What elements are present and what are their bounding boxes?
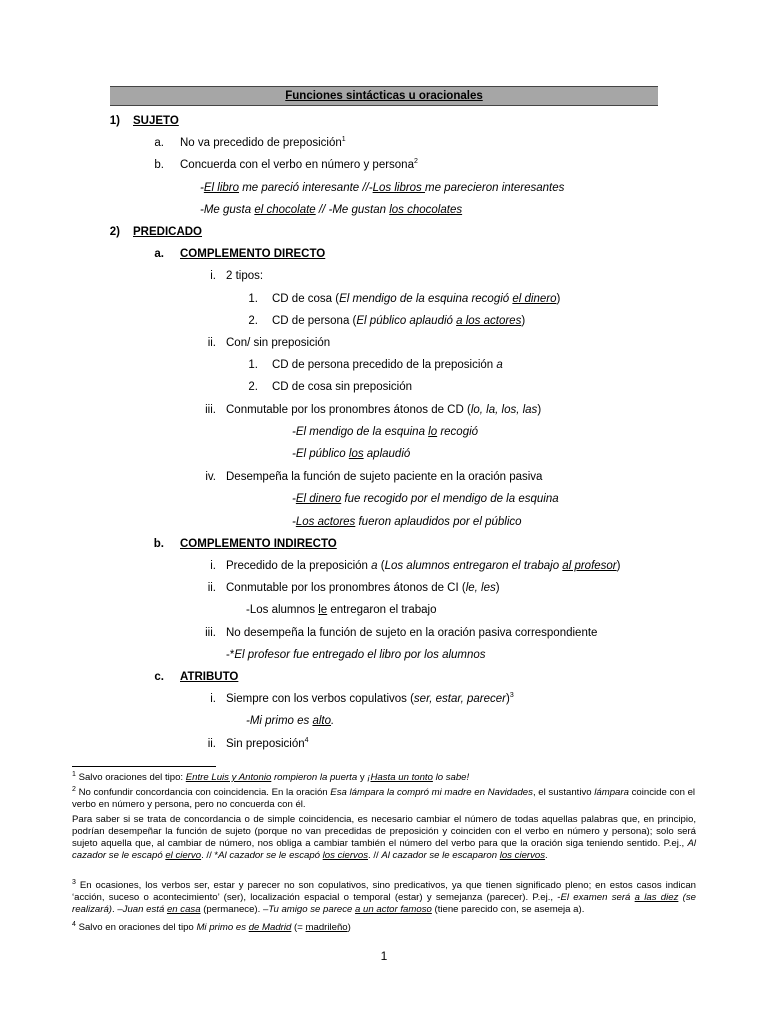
list-marker: a. (154, 248, 164, 260)
example-sentence: -El mendigo de la esquina lo recogió (292, 426, 479, 438)
list-marker: ii. (207, 337, 216, 349)
section-number: 2) (109, 226, 120, 238)
section-heading-predicado: PREDICADO (133, 226, 203, 238)
example-sentence: -El dinero fue recogido por el mendigo de la esquina (292, 493, 559, 505)
list-marker: c. (154, 671, 164, 683)
list-item-text: CD de persona (El público aplaudió a los actores) (272, 315, 526, 327)
list-item-text: Siempre con los verbos copulativos (ser, estar, parecer)$^3$ (226, 692, 514, 705)
section-heading-sujeto: SUJETO (133, 115, 179, 127)
footnote-2-continuation: Para saber si se trata de concordancia o de simple coincidencia, es necesario cambiar el número de todas aquellas palabras que, en principio, podrían desempeñar la función de sujeto (porque no van precedidas de preposición y coinciden con el verbo en número y persona); solo será sujeto aquella que, al cambiar de número, nos obliga a cambiar también el número del verbo para que la oración siga teniendo sentido. P.ej., Al cazador se le escapó el ciervo. // *Al cazador se le escapó los ciervos. // Al cazador se le escaparon los ciervos. (72, 814, 696, 861)
list-item-text: Precedido de la preposición a (Los alumnos entregaron el trabajo al profesor) (226, 560, 621, 572)
example-sentence: -Mi primo es alto. (246, 715, 335, 727)
example-sentence: -Los alumnos le entregaron el trabajo (246, 604, 437, 616)
list-marker: i. (210, 560, 216, 572)
list-item-text: CD de persona precedido de la preposición a (272, 359, 503, 371)
example-sentence: -*El profesor fue entregado el libro por los alumnos (226, 649, 486, 661)
list-marker: iii. (205, 627, 216, 639)
footnote-2: $^2$ No confundir concordancia con coincidencia. En la oración Esa lámpara la compró mi madre en Navidades, el sustantivo lámpara coincide con el verbo en número y persona, pero no concuerda con él. (72, 785, 696, 810)
footnote-ref: 4 (304, 737, 309, 745)
subsection-heading-ci: COMPLEMENTO INDIRECTO (180, 538, 337, 550)
page-number: 1 (380, 949, 388, 963)
list-item-text: Conmutable por los pronombres átonos de CD (lo, la, los, las) (226, 404, 542, 416)
page-title: Funciones sintácticas u oracionales (110, 86, 658, 106)
footnote-4: $^4$ Salvo en oraciones del tipo Mi primo es de Madrid (= madrileño) (72, 920, 351, 933)
list-item-text: No va precedido de preposición$^1$ (180, 136, 346, 149)
footnote-separator (72, 766, 216, 767)
list-marker: 1. (248, 359, 258, 371)
list-item-text: Conmutable por los pronombres átonos de CI (le, les) (226, 582, 500, 594)
footnote-ref: 3 (509, 692, 514, 700)
footnote-1: $^1$ Salvo oraciones del tipo: Entre Luis y Antonio rompieron la puerta y ¡Hasta un tonto lo sabe! (72, 770, 470, 783)
list-marker: a. (154, 137, 164, 149)
list-item-text: CD de cosa sin preposición (272, 381, 412, 393)
list-marker: ii. (207, 738, 216, 750)
example-sentence: -Me gusta el chocolate // -Me gustan los chocolates (200, 204, 463, 216)
list-marker: i. (210, 693, 216, 705)
list-item-text: Desempeña la función de sujeto paciente en la oración pasiva (226, 471, 543, 483)
example-sentence: -El libro me pareció interesante //-Los libros me parecieron interesantes (200, 182, 565, 194)
section-number: 1) (109, 115, 120, 127)
list-item-text: No desempeña la función de sujeto en la oración pasiva correspondiente (226, 627, 598, 639)
list-item-text: Concuerda con el verbo en número y persona$^2$ (180, 158, 418, 171)
list-marker: ii. (207, 582, 216, 594)
list-marker: 2. (248, 381, 258, 393)
list-marker: b. (153, 538, 164, 550)
footnote-3: $^3$ En ocasiones, los verbos ser, estar y parecer no son copulativos, sino predicativos, ya que tienen significado pleno; en estos casos indican ‘acción, suceso o acontecimiento’ (ser), localización espacial o temporal (estar) y semejanza (parecer). P.ej., -El examen será a las diez (se realizará). –Juan está en casa (permanece). –Tu amigo se parece a un actor famoso (tiene parecido con, se asemeja a). (72, 878, 696, 915)
list-item-text: 2 tipos: (226, 270, 264, 282)
subsection-heading-cd: COMPLEMENTO DIRECTO (180, 248, 326, 260)
example-sentence: -Los actores fueron aplaudidos por el público (292, 516, 522, 528)
list-marker: 1. (248, 293, 258, 305)
list-item-text: Con/ sin preposición (226, 337, 331, 349)
list-item-text: CD de cosa (El mendigo de la esquina recogió el dinero) (272, 293, 561, 305)
list-marker: iii. (205, 404, 216, 416)
example-sentence: -El público los aplaudió (292, 448, 411, 460)
subsection-heading-atributo: ATRIBUTO (180, 671, 239, 683)
footnote-ref: 2 (413, 158, 418, 166)
list-marker: i. (210, 270, 216, 282)
list-marker: iv. (205, 471, 216, 483)
list-marker: 2. (248, 315, 258, 327)
footnote-ref: 1 (341, 136, 346, 144)
list-marker: b. (154, 159, 164, 171)
list-item-text: Sin preposición$^4$ (226, 737, 309, 750)
